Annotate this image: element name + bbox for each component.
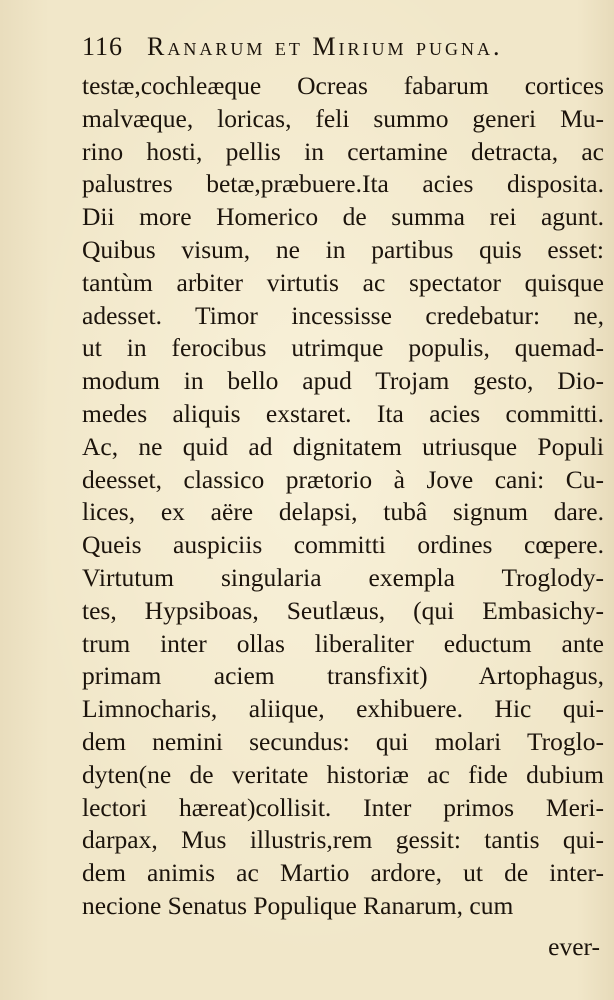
text-line: tes, Hypsiboas, Seutlæus, (qui Embasichy-: [82, 595, 604, 625]
text-line: trum inter ollas liberaliter eductum ante: [82, 628, 604, 658]
text-line: Queis auspiciis committi ordines cœpere.: [82, 530, 604, 560]
text-line: lices, ex aëre delapsi, tubâ signum dare.: [82, 497, 604, 527]
text-line: medes aliquis exstaret. Ita acies committi.: [82, 398, 604, 428]
text-line: rino hosti, pellis in certamine detracta, ac: [82, 136, 604, 166]
text-line: tantùm arbiter virtutis ac spectator quisque: [82, 267, 604, 297]
text-line: Quibus visum, ne in partibus quis esset:: [82, 234, 604, 264]
text-line: darpax, Mus illustris,rem gessit: tantis qui-: [82, 825, 604, 855]
text-line: testæ,cochleæque Ocreas fabarum cortices: [82, 71, 604, 100]
text-line: modum in bello apud Trojam gesto, Dio-: [82, 366, 604, 396]
text-line: necione Senatus Populique Ranarum, cum: [82, 890, 514, 920]
text-line: adesset. Timor incessisse credebatur: ne,: [82, 300, 604, 330]
body-text: [82, 70, 604, 923]
running-header: [82, 32, 602, 66]
text-line: palustres betæ,præbuere.Ita acies disposita.: [82, 169, 604, 199]
text-line: ut in ferocibus utrimque populis, quemad-: [82, 333, 604, 363]
text-line: Limnocharis, aliique, exhibuere. Hic qui-: [82, 694, 604, 724]
text-line: deesset, classico prætorio à Jove cani: Cu-: [82, 464, 604, 494]
text-line: primam aciem transfixit) Artophagus,: [82, 661, 604, 691]
text-line: dem nemini secundus: qui molari Troglo-: [82, 726, 604, 756]
text-line: Ac, ne quid ad dignitatem utriusque Populi: [82, 431, 604, 461]
catchword: ever-: [548, 932, 600, 961]
text-line: malvæque, loricas, feli summo generi Mu-: [82, 103, 604, 133]
running-title: Ranarum et Mirium pugna.: [147, 32, 503, 61]
page-number: 116: [82, 32, 124, 61]
text-line: lectori hæreat)collisit. Inter primos Meri-: [82, 792, 604, 822]
text-line: Virtutum singularia exempla Troglody-: [82, 562, 604, 592]
text-line: dyten(ne de veritate historiæ ac fide dubium: [82, 759, 604, 789]
text-line: Dii more Homerico de summa rei agunt.: [82, 202, 604, 232]
text-line: dem animis ac Martio ardore, ut de inter-: [82, 858, 604, 888]
